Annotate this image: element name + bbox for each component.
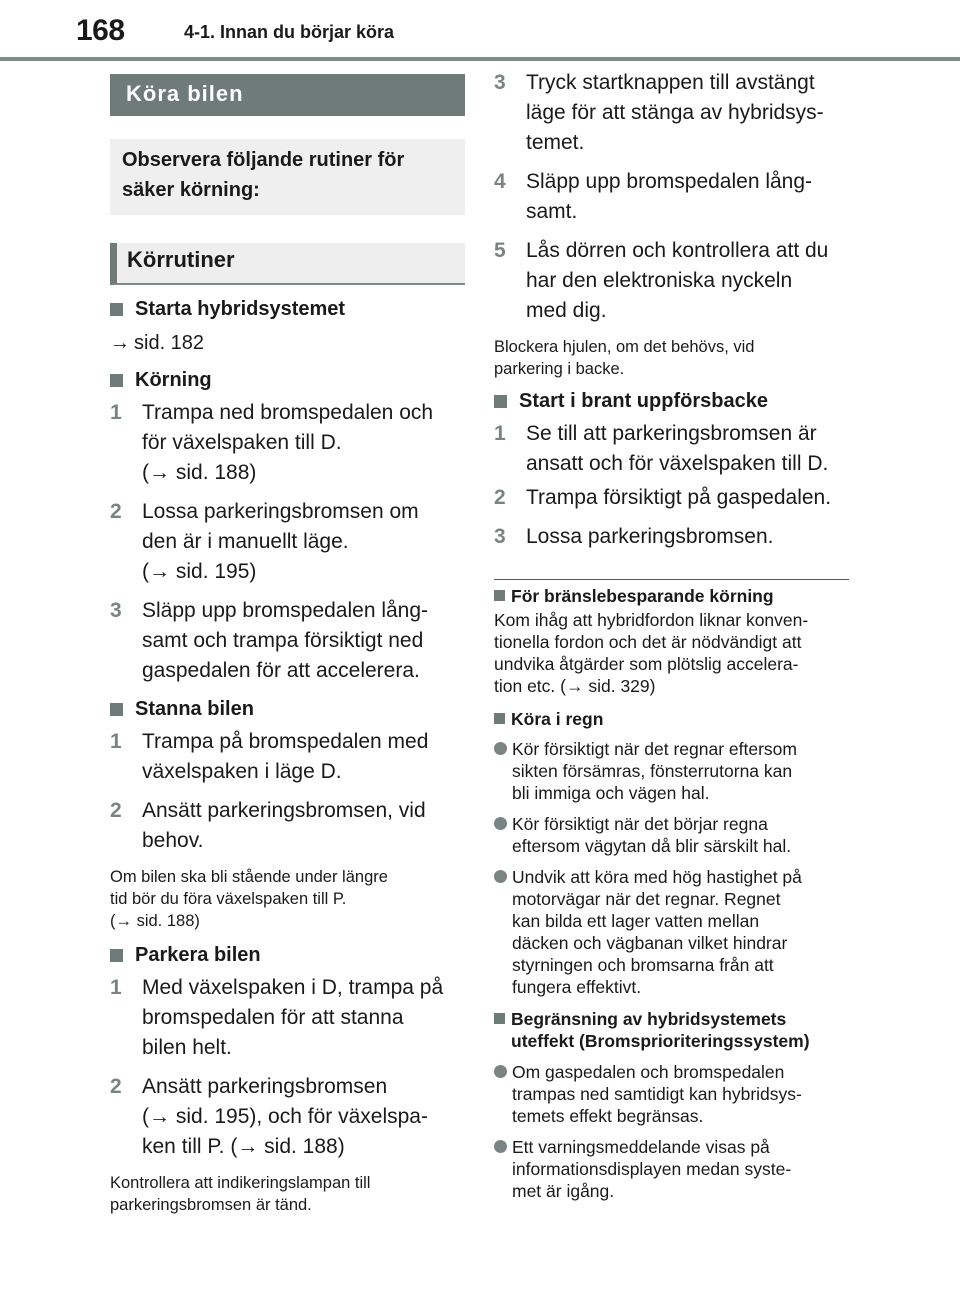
- step-line: Se till att parkeringsbromsen är: [526, 422, 817, 445]
- park-step-1: [110, 973, 465, 1063]
- rain-heading-text: Köra i regn: [511, 709, 604, 729]
- step-line: Lossa parkeringsbromsen.: [526, 525, 774, 548]
- arrow-icon: (→: [110, 912, 132, 930]
- square-bullet-icon: [494, 713, 505, 724]
- text-line: met är igång.: [512, 1181, 615, 1201]
- block-note: [494, 336, 849, 380]
- stop-heading-text: Stanna bilen: [135, 698, 254, 720]
- text-line: informationsdisplayen medan syste-: [512, 1159, 792, 1179]
- text-line: temets effekt begränsas.: [512, 1106, 704, 1126]
- text-line: motorvägar när det regnar. Regnet: [512, 889, 781, 909]
- step-line: med dig.: [526, 299, 607, 322]
- rain-bullet-1: [494, 738, 849, 804]
- drive-step-3: [110, 596, 465, 686]
- park-step-2: [110, 1072, 465, 1162]
- ref-text: sid. 329): [588, 676, 656, 696]
- park-step-5: [494, 236, 849, 326]
- text-line: sikten försämras, fönsterrutorna kan: [512, 761, 793, 781]
- limit-heading: [494, 1008, 849, 1052]
- step-line: temet.: [526, 131, 585, 154]
- step-ref[interactable]: [142, 557, 465, 587]
- step-ref[interactable]: [142, 1132, 465, 1162]
- start-heading: [110, 298, 465, 321]
- text-line: Kör försiktigt när det regnar eftersom: [512, 739, 797, 759]
- note-line: parkeringsbromsen är tänd.: [110, 1196, 312, 1214]
- step-line: Trampa försiktigt på gaspedalen.: [526, 486, 832, 509]
- drive-heading: [110, 369, 465, 392]
- rain-heading: [494, 708, 849, 730]
- fuel-ref[interactable]: [494, 675, 849, 697]
- limit-bullet-1: [494, 1061, 849, 1127]
- square-bullet-icon: [110, 949, 123, 962]
- step-number: 1: [110, 976, 122, 999]
- start-heading-text: Starta hybridsystemet: [135, 298, 346, 320]
- step-line: samt.: [526, 200, 578, 223]
- square-bullet-icon: [110, 374, 123, 387]
- note-ref[interactable]: [110, 910, 465, 932]
- note-line: Om bilen ska bli stående under längre: [110, 868, 388, 886]
- limit-heading-line: Begränsning av hybridsystemets: [511, 1009, 787, 1029]
- square-bullet-icon: [110, 703, 123, 716]
- step-number: 2: [110, 1075, 122, 1098]
- circle-bullet-icon: [494, 1140, 507, 1153]
- arrow-icon: (→: [142, 560, 170, 583]
- step-line: Ansätt parkeringsbromsen: [142, 1075, 388, 1098]
- note-line: Kontrollera att indikeringslampan till: [110, 1174, 371, 1192]
- step-ref-text: sid. 188): [175, 461, 257, 484]
- safety-note: Observera följande rutiner för säker körning:: [110, 139, 465, 215]
- right-column: [494, 68, 849, 1202]
- step-number: 5: [494, 239, 506, 262]
- note-line: Blockera hjulen, om det behövs, vid: [494, 338, 755, 356]
- step-line: ansatt och för växelspaken till D.: [526, 452, 829, 475]
- step-number: 1: [110, 401, 122, 424]
- step-ref-text: ken till P. (: [142, 1135, 238, 1158]
- rain-bullet-2: [494, 813, 849, 857]
- step-number: 1: [494, 422, 506, 445]
- text-line: bli immiga och vägen hal.: [512, 783, 710, 803]
- park-note: [110, 1172, 465, 1216]
- step-line: gaspedalen för att accelerera.: [142, 659, 420, 682]
- step-ref-text: sid. 195): [175, 560, 257, 583]
- step-line: den är i manuellt läge.: [142, 530, 349, 553]
- step-line: Lossa parkeringsbromsen om: [142, 500, 419, 523]
- step-number: 2: [494, 486, 506, 509]
- text-line: undvika åtgärder som plötslig accelera-: [494, 654, 799, 674]
- step-number: 3: [110, 599, 122, 622]
- step-line: läge för att stänga av hybridsys-: [526, 101, 824, 124]
- note-line: parkering i backe.: [494, 360, 625, 378]
- step-number: 1: [110, 730, 122, 753]
- step-line: för växelspaken till D.: [142, 431, 342, 454]
- chapter-title: 4-1. Innan du börjar köra: [184, 22, 395, 42]
- hill-step-2: [494, 483, 849, 513]
- step-line: samt och trampa försiktigt ned: [142, 629, 424, 652]
- rain-bullet-3: [494, 866, 849, 998]
- step-ref-text: sid. 188): [264, 1135, 345, 1158]
- stop-step-2: [110, 796, 465, 856]
- section-divider: [494, 579, 849, 580]
- step-number: 2: [110, 799, 122, 822]
- text-line: kan bilda ett lager vatten mellan: [512, 911, 760, 931]
- step-line: växelspaken i läge D.: [142, 760, 342, 783]
- step-line: Släpp upp bromspedalen lång-: [142, 599, 429, 622]
- step-number: 3: [494, 525, 506, 548]
- step-line: Släpp upp bromspedalen lång-: [526, 170, 813, 193]
- park-step-3: [494, 68, 849, 158]
- hill-step-3: [494, 522, 849, 552]
- fuel-heading: [494, 585, 849, 607]
- note-line: tid bör du föra växelspaken till P.: [110, 890, 347, 908]
- drive-step-2: [110, 497, 465, 587]
- hill-step-1: [494, 419, 849, 479]
- limit-bullet-2: [494, 1136, 849, 1202]
- stop-note: [110, 866, 465, 932]
- section-title: Köra bilen: [110, 74, 465, 116]
- text-line: Undvik att köra med hög hastighet på: [512, 867, 802, 887]
- step-number: 3: [494, 71, 506, 94]
- hill-heading-text: Start i brant uppförsbacke: [519, 390, 768, 412]
- park-heading-text: Parkera bilen: [135, 944, 261, 966]
- text-line: tionella fordon och det är nödvändigt att: [494, 632, 802, 652]
- arrow-icon: →: [237, 1135, 259, 1158]
- fuel-text: [494, 609, 849, 697]
- text-line: däcken och vägbanan vilket hindrar: [512, 933, 788, 953]
- drive-step-1: [110, 398, 465, 488]
- step-line: bilen helt.: [142, 1036, 232, 1059]
- subsection-title: Körrutiner: [110, 243, 465, 285]
- text-line: Kör försiktigt när det börjar regna: [512, 814, 768, 834]
- text-line: eftersom vägytan då blir särskilt hal.: [512, 836, 792, 856]
- step-line: har den elektroniska nyckeln: [526, 269, 793, 292]
- step-number: 2: [110, 500, 122, 523]
- circle-bullet-icon: [494, 817, 507, 830]
- start-ref-text: sid. 182: [134, 332, 205, 354]
- text-line: Om gaspedalen och bromspedalen: [512, 1062, 785, 1082]
- step-line: Tryck startknappen till avstängt: [526, 71, 815, 94]
- square-bullet-icon: [494, 590, 505, 601]
- arrow-icon: →: [565, 676, 584, 696]
- limit-heading-line: uteffekt (Bromsprioriteringssystem): [511, 1031, 810, 1051]
- step-ref[interactable]: [142, 1102, 465, 1132]
- drive-heading-text: Körning: [135, 369, 212, 391]
- circle-bullet-icon: [494, 742, 507, 755]
- step-line: Med växelspaken i D, trampa på: [142, 976, 444, 999]
- step-line: Trampa ned bromspedalen och: [142, 401, 434, 424]
- square-bullet-icon: [110, 303, 123, 316]
- step-line: behov.: [142, 829, 204, 852]
- square-bullet-icon: [494, 395, 507, 408]
- square-bullet-icon: [494, 1013, 505, 1024]
- step-line: Trampa på bromspedalen med: [142, 730, 429, 753]
- arrow-icon: →: [110, 332, 130, 354]
- step-line: bromspedalen för att stanna: [142, 1006, 404, 1029]
- hill-heading: [494, 390, 849, 413]
- stop-heading: [110, 698, 465, 721]
- header-divider: [0, 57, 960, 61]
- text-line: trampas ned samtidigt kan hybridsys-: [512, 1084, 802, 1104]
- circle-bullet-icon: [494, 1065, 507, 1078]
- stop-step-1: [110, 727, 465, 787]
- left-column: [110, 74, 465, 1216]
- step-line: Ansätt parkeringsbromsen, vid: [142, 799, 426, 822]
- park-step-4: [494, 167, 849, 227]
- text-line: tion etc. (: [494, 676, 566, 696]
- page-number: 168: [76, 14, 125, 47]
- arrow-icon: (→: [142, 461, 170, 484]
- text-line: fungera effektivt.: [512, 977, 642, 997]
- text-line: Ett varningsmeddelande visas på: [512, 1137, 770, 1157]
- step-number: 4: [494, 170, 506, 193]
- step-ref[interactable]: [142, 458, 465, 488]
- arrow-icon: (→: [142, 1105, 170, 1128]
- circle-bullet-icon: [494, 870, 507, 883]
- start-reference[interactable]: [110, 332, 465, 355]
- step-ref-text: sid. 195), och för växelspa-: [175, 1105, 428, 1128]
- page-header: [0, 0, 960, 60]
- step-line: Lås dörren och kontrollera att du: [526, 239, 829, 262]
- text-line: Kom ihåg att hybridfordon liknar konven-: [494, 610, 809, 630]
- park-heading: [110, 944, 465, 967]
- note-ref-text: sid. 188): [136, 912, 200, 930]
- text-line: styrningen och bromsarna från att: [512, 955, 774, 975]
- fuel-heading-text: För bränslebesparande körning: [511, 586, 774, 606]
